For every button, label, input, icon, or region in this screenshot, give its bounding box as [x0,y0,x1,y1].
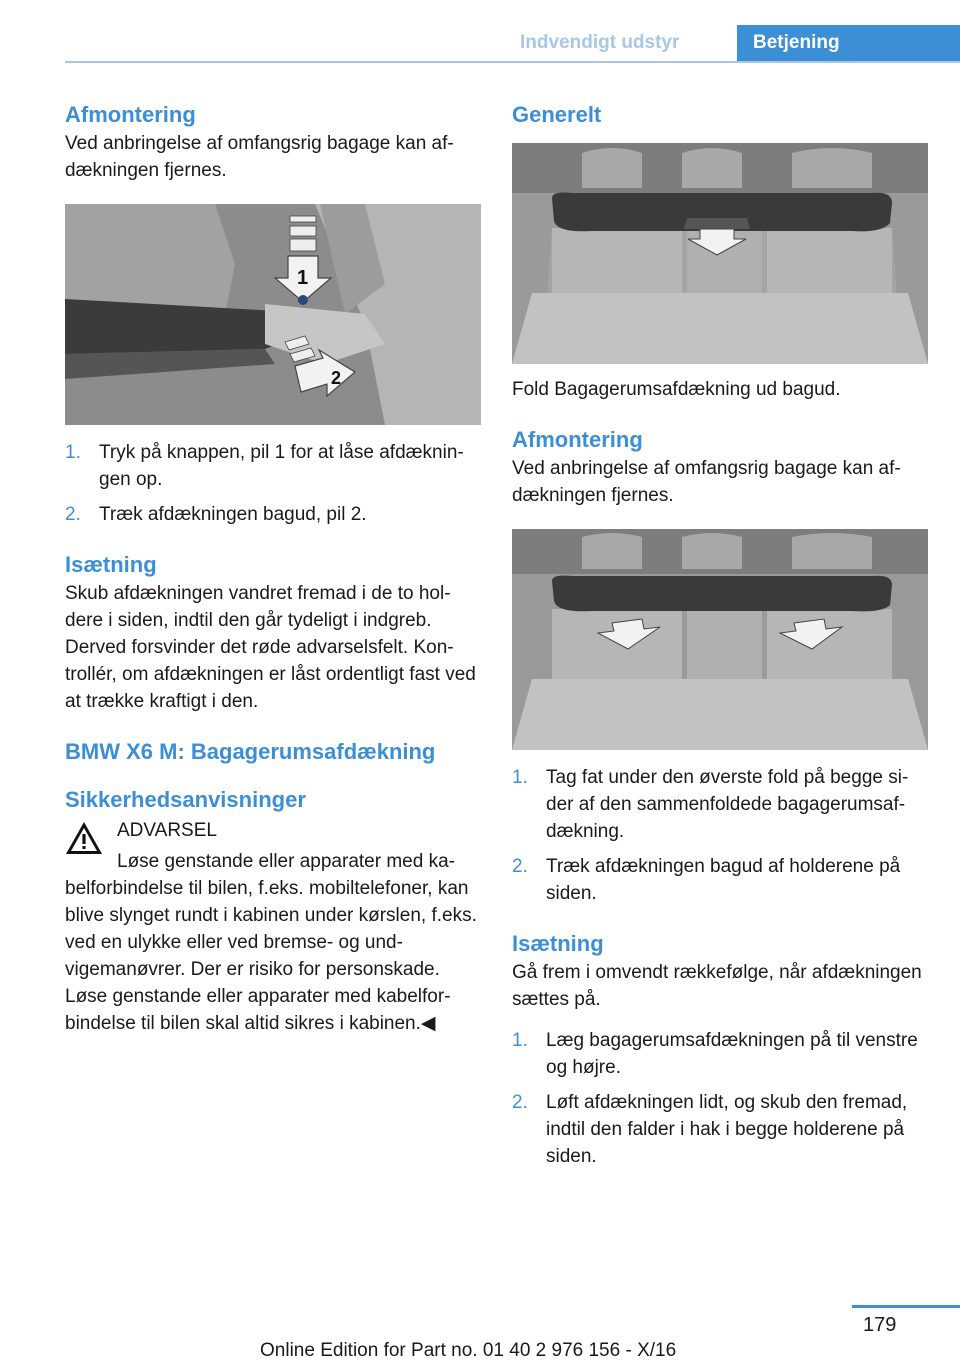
generelt-caption: Fold Bagagerumsafdækning ud bagud. [512,379,841,400]
header-rule [65,61,960,63]
step-number: 2. [512,1092,528,1113]
step-number: 1. [512,1030,528,1051]
cover-removal-illustration [512,529,928,750]
warning-triangle-icon [65,821,103,855]
list-item [65,501,481,528]
generelt-heading: Generelt [512,102,602,127]
safety-heading: Sikkerhedsanvisninger [65,787,306,812]
step-text: Træk afdækningen bagud, pil 2. [99,504,367,525]
cover-removal-figure [512,529,928,750]
list-item [512,1089,928,1170]
afmontering-heading-right: Afmontering [512,427,643,452]
afmontering-steps-right [512,764,928,907]
isaetning-steps-right [512,1027,928,1170]
afmontering-text-right: Ved anbringelse af omfangsrig bagage kan afdækningen fjernes. [512,458,901,506]
warning-text [65,848,481,1037]
isaetning-heading-right: Isætning [512,931,604,956]
step-text: Tag fat under den øverste fold på begge sider af den sammenfoldede bagagerumsafdækning. [546,767,909,842]
footer-rule [852,1305,960,1308]
main-section-heading: BMW X6 M: Bagagerumsafdækning [65,739,436,764]
section-tab: Indvendigt udstyr [520,32,680,53]
list-item [512,764,928,845]
left-column [65,100,481,1037]
page-number: 179 [863,1314,897,1336]
cover-unfold-figure [512,143,928,364]
warning-label: ADVARSEL [117,820,217,841]
cover-release-figure [65,204,481,425]
cover-unfold-illustration [512,143,928,364]
isaetning-text: Skub afdækningen vandret fremad i de to holdere i siden, indtil den går tydeligt i indgreb. Derved forsvinder det røde advarselsfelt. Kontrollér, om afdækningen er låst ordentligt fast ved at trække kraftigt i den. [65,583,476,712]
list-item [65,439,481,493]
warning-block [65,817,481,1037]
step-text: Læg bagagerumsafdækningen på til venstre og højre. [546,1030,918,1078]
right-column [512,100,928,1170]
step-text: Træk afdækningen bagud af holderene på siden. [546,856,901,904]
afmontering-steps [65,439,481,528]
list-item [512,853,928,907]
cover-release-illustration [65,204,481,425]
figure-label-2: 2 [331,368,342,388]
afmontering-heading: Afmontering [65,102,196,127]
step-number: 1. [512,767,528,788]
step-text: Tryk på knappen, pil 1 for at låse afdækningen op. [99,442,464,490]
afmontering-text: Ved anbringelse af omfangsrig bagage kan afdækningen fjernes. [65,133,454,181]
page-header [0,0,960,62]
isaetning-heading: Isætning [65,552,157,577]
isaetning-text-right: Gå frem i omvendt rækkefølge, når afdækningen sættes på. [512,962,922,1010]
active-section-tab: Betjening [737,25,960,61]
warning-body: Løse genstande eller apparater med kabelforbindelse til bilen, f.eks. mobiltelefoner, kan blive slynget rundt i kabinen under kørslen, f.eks. ved en ulykke eller ved bremse- og undvigemanøvrer. Der er risiko for personskade. Løse genstande eller apparater med kabelforbindelse til bilen skal altid sikres i kabinen.◀ [65,851,477,1034]
edition-line: Online Edition for Part no. 01 40 2 976 156 - X/16 [260,1340,677,1361]
step-number: 2. [65,504,81,525]
step-number: 1. [65,442,81,463]
figure-label-1: 1 [297,267,309,289]
step-text: Løft afdækningen lidt, og skub den fremad, indtil den falder i hak i begge holderene på siden. [546,1092,908,1167]
step-number: 2. [512,856,528,877]
list-item [512,1027,928,1081]
